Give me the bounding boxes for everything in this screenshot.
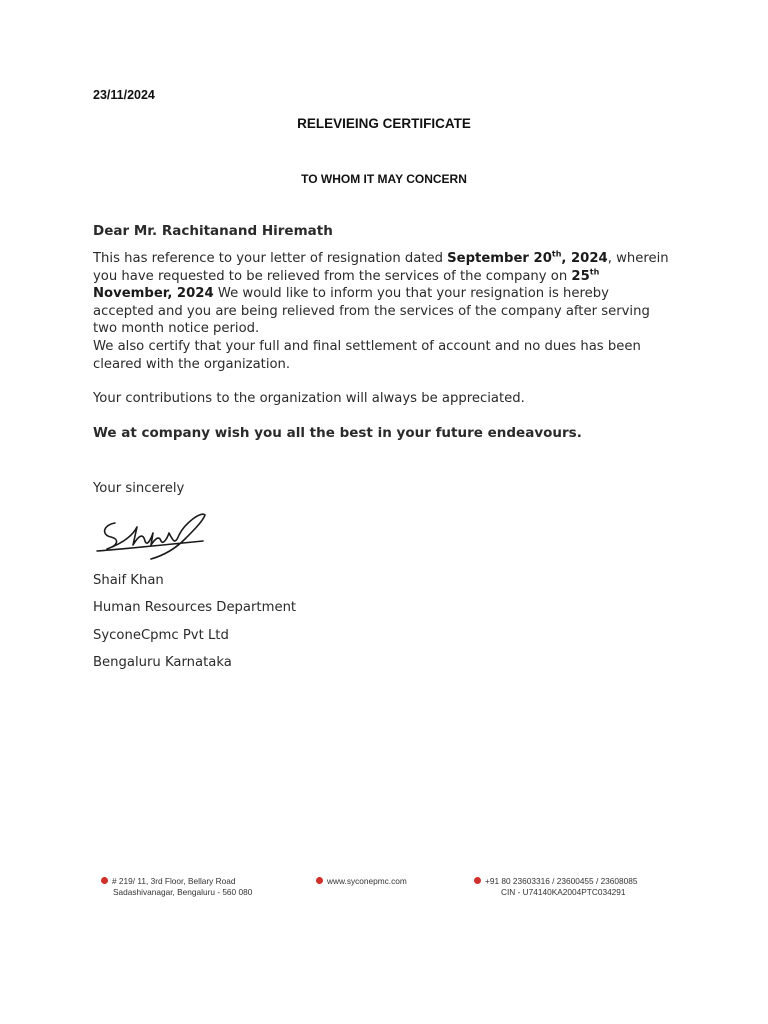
resignation-date: September 20th, 2024 — [447, 249, 608, 266]
salutation: Dear Mr. Rachitanand Hiremath — [93, 223, 333, 239]
signatory-location: Bengaluru Karnataka — [93, 654, 232, 670]
footer-contact: +91 80 23603316 / 23600455 / 23608085 CIN - U74140KA2004PTC034291 — [474, 876, 638, 898]
footer-website: www.syconepmc.com — [316, 876, 407, 887]
closing-line: Your sincerely — [93, 481, 185, 496]
para1-text-1: This has reference to your letter of resignation dated — [93, 251, 448, 266]
signature-image — [93, 505, 213, 565]
phone-icon — [474, 877, 481, 884]
para1-text-3: We would like to inform you that your resignation is hereby accepted and you are being relieved from the services of the company after serving two month notice period. — [93, 286, 650, 336]
paragraph-resignation — [93, 250, 673, 338]
para1-text-2: , wherein you have requested to be relieved from the services of the company on — [93, 251, 669, 284]
paragraph-best-wishes: We at company wish you all the best in your future endeavours. — [93, 425, 582, 441]
letter-date: 23/11/2024 — [93, 88, 155, 102]
footer-address: # 219/ 11, 3rd Floor, Bellary Road Sadashivanagar, Bengaluru - 560 080 — [101, 876, 252, 898]
relieving-date: 25th November, 2024 — [93, 267, 600, 301]
document-subtitle: TO WHOM IT MAY CONCERN — [301, 172, 467, 186]
signatory-block — [93, 573, 296, 682]
signatory-name: Shaif Khan — [93, 573, 164, 588]
signatory-company: SyconeCpmc Pvt Ltd — [93, 627, 229, 643]
paragraph-appreciation: Your contributions to the organization will always be appreciated. — [93, 391, 525, 406]
footer-cin: CIN - U74140KA2004PTC034291 — [501, 887, 626, 897]
paragraph-settlement: We also certify that your full and final settlement of account and no dues has been cleared with the organization. — [93, 339, 641, 372]
globe-icon — [316, 877, 323, 884]
document-title: RELEVIEING CERTIFICATE — [297, 116, 471, 131]
location-pin-icon — [101, 877, 108, 884]
signatory-department: Human Resources Department — [93, 600, 297, 616]
